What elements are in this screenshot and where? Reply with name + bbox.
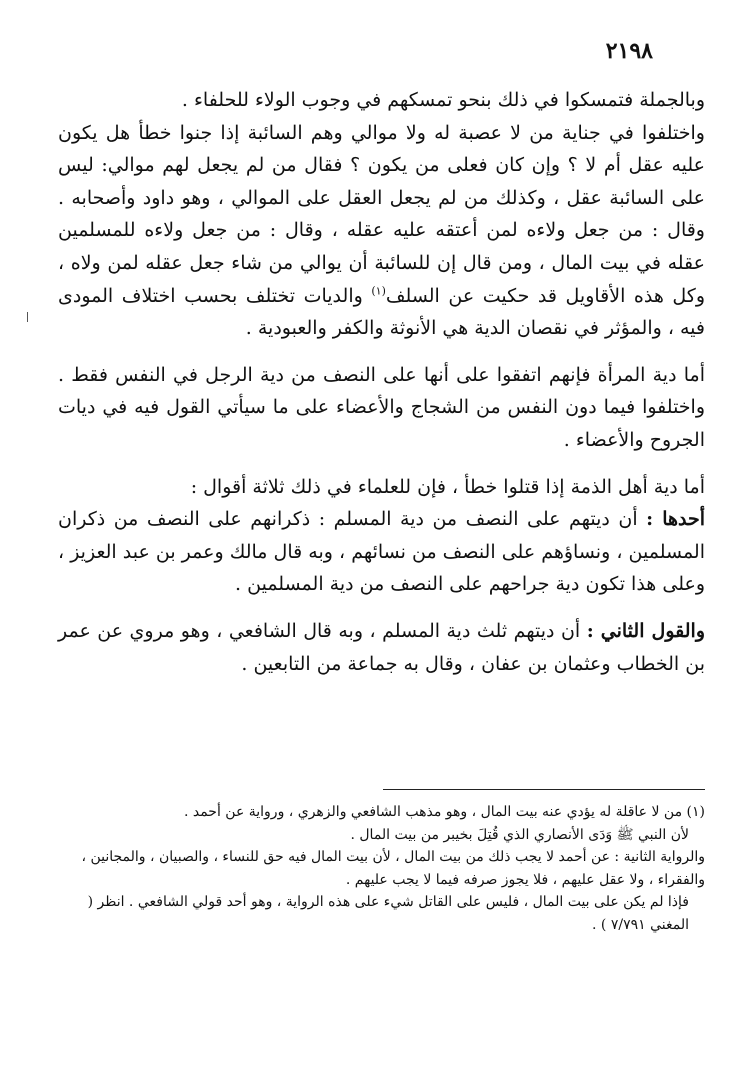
paragraph-allies: وبالجملة فتمسكوا في ذلك بنحو تمسكهم في وجوب الولاء للحلفاء . bbox=[181, 89, 705, 111]
footnote-second-narration: والرواية الثانية : عن أحمد لا يجب ذلك من بيت المال ، لأن بيت المال فيه حق للنساء ، والصبيان ، والمجانين ، والفقراء ، ولا عقل عليهم ، فلا يجوز صرفه فيما لا يجب عليهم . bbox=[81, 849, 705, 888]
footnote-1: (١) من لا عاقلة له يؤدي عنه بيت المال ، وهو مذهب الشافعي والزهري ، ورواية عن أحمد . bbox=[183, 804, 705, 820]
second-opinion-text: أن ديتهم ثلث دية المسلم ، وبه قال الشافعي ، وهو مروي عن عمر بن الخطاب وعثمان بن عفان ، وقال به جماعة من التابعين . bbox=[58, 619, 705, 675]
paragraph-first-opinion bbox=[58, 503, 705, 601]
footnote-conclusion: فإذا لم يكن على بيت المال ، فليس على القاتل شيء على هذه الرواية ، وهو أحد قولي الشافعي . انظر ( المغني ٧/٧٩١ ) . bbox=[87, 894, 689, 933]
saiba-text-after-note: والديات تختلف بحسب اختلاف المودى فيه ، والمؤثر في نقصان الدية هي الأنوثة والكفر والعبودية . bbox=[58, 284, 705, 340]
main-text bbox=[58, 84, 705, 680]
paragraph-dhimma-intro: أما دية أهل الذمة إذا قتلوا خطأ ، فإن للعلماء في ذلك ثلاثة أقوال : bbox=[190, 475, 705, 498]
paragraph-woman-diya: أما دية المرأة فإنهم اتفقوا على أنها على النصف من دية الرجل في النفس فقط . واختلفوا فيما دون النفس من الشجاج والأعضاء على ما سيأتي القول فيه في ديات الجروح والأعضاء . bbox=[58, 363, 705, 451]
footnote-marker: (١) bbox=[371, 284, 386, 298]
margin-mark bbox=[27, 312, 28, 322]
paragraph-second-opinion bbox=[58, 615, 705, 680]
second-opinion-lead: والقول الثاني : bbox=[586, 619, 706, 642]
page-number: ٢١٩٨ bbox=[605, 38, 653, 64]
footnote-divider bbox=[383, 789, 705, 790]
saiba-text-before-note: واختلفوا في جناية من لا عصبة له ولا موالي وهم السائبة إذا جنوا خطأ هل يكون عليه عقل أم لا ؟ وإن كان فعلى من يكون ؟ فقال من لم يجعل لهم موالي: ليس على السائبة عقل ، وكذلك من لم يجعل العقل على الموالي ، وهو داود وأصحابه . وقال : من جعل ولاءه لمن أعتقه عليه عقله ، وقال : من جعل ولاءه للمسلمين عقله في بيت المال ، ومن قال إن للسائبة أن يوالي من شاء جعل عقله لمن ولاه ، وكل هذه الأقاويل قد حكيت عن السلف bbox=[58, 121, 706, 307]
footnotes bbox=[58, 801, 705, 936]
footnote-1-continued: لأن النبي ﷺ وَدَى الأنصاري الذي قُتِلَ بخيبر من بيت المال . bbox=[350, 826, 689, 843]
first-opinion-text: أن ديتهم على النصف من دية المسلم : ذكرانهم على النصف من ذكران المسلمين ، ونساؤهم على النصف من نسائهم ، وبه قال مالك وعمر بن عبد العزيز ، وعلى هذا تكون دية جراحهم على النصف من دية المسلمين . bbox=[58, 508, 705, 596]
paragraph-saiba bbox=[58, 117, 705, 345]
first-opinion-lead: أحدها : bbox=[646, 508, 705, 531]
